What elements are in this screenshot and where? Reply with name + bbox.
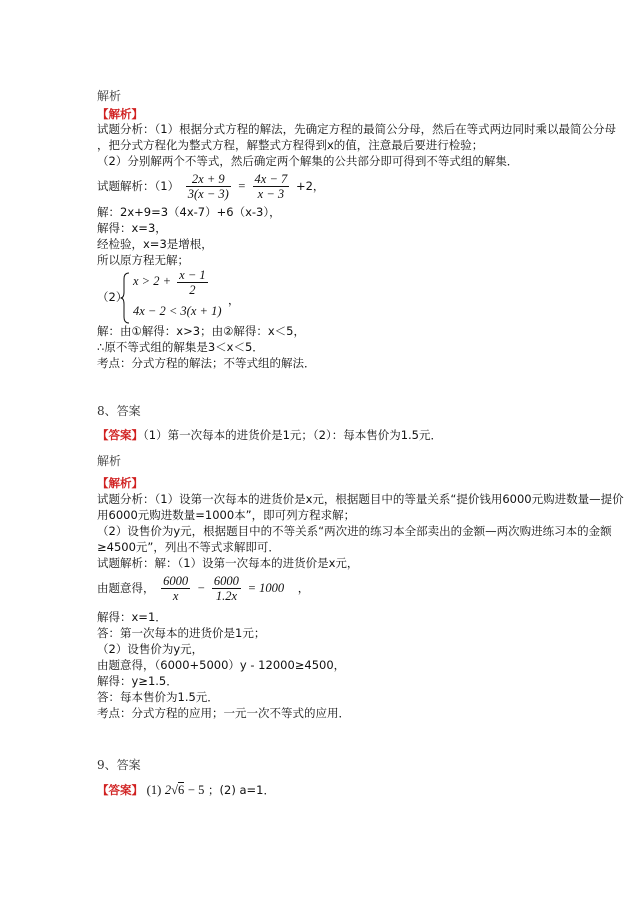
left-brace-icon xyxy=(120,272,130,324)
equation-line xyxy=(97,168,324,204)
fraction-numerator: 6000 xyxy=(163,574,189,588)
analysis-line: 试题分析：（1）根据分式方程的解法，先确定方程的最简公分母，然后在等式两边同时乘以最简公分母 xyxy=(97,122,617,136)
answer-line xyxy=(97,427,442,443)
solution-line: 解得：y≥1.5． xyxy=(97,674,178,688)
solution-line: 解：2x+9=3（4x-7）+6（x-3）， xyxy=(97,205,281,219)
solution-line: 答：第一次每本的进货价是1元； xyxy=(97,626,266,640)
analysis-line: ≥4500元”，列出不等式求解即可． xyxy=(97,540,280,554)
equation-prefix: 由题意得， xyxy=(97,581,155,595)
inequality-text: x > 2 + xyxy=(133,274,172,288)
solution-line: 解得：x=1． xyxy=(97,610,167,624)
analysis-line: 用6000元购进数量=1000本”，即可列方程求解； xyxy=(97,508,356,522)
section-heading-analysis: 解析 xyxy=(97,454,122,468)
fraction-numerator: x − 1 xyxy=(179,267,206,282)
equation-suffix: +2， xyxy=(295,179,325,193)
system-label: （2） xyxy=(97,290,128,304)
math-coefficient: 2 xyxy=(164,783,172,797)
solution-line: ∴原不等式组的解集是3＜x＜5． xyxy=(97,340,264,354)
fraction xyxy=(186,172,231,201)
fraction-denominator: 1.2x xyxy=(212,588,241,603)
analysis-line: 试题分析：（1）设第一次每本的进货价是x元，根据题目中的等量关系“提价钱用6000元购进数量—提价 xyxy=(97,492,624,506)
system-inequality-2: 4x − 2 < 3(x + 1) xyxy=(133,304,222,318)
analysis-line: （2）分别解两个不等式，然后确定两个解集的公共部分即可得到不等式组的解集． xyxy=(97,154,519,168)
answer-tag: 【答案】 xyxy=(97,428,143,442)
answer-line xyxy=(97,782,275,798)
solution-line: （2）设售价为y元， xyxy=(97,642,204,656)
fraction xyxy=(177,268,207,297)
answer-part-2: ；(2) a=1． xyxy=(208,783,275,797)
system-inequality-1 xyxy=(133,266,211,297)
equation-prefix: 试题解析：（1） xyxy=(97,179,180,193)
fraction-numerator: 6000 xyxy=(213,574,239,588)
fraction-denominator: 2 xyxy=(177,282,207,297)
fraction-numerator: 2x + 9 xyxy=(191,172,225,186)
fraction-numerator: 4x − 7 xyxy=(254,172,288,186)
minus-sign: − xyxy=(196,581,206,595)
fraction xyxy=(253,172,290,201)
equation-comma: ， xyxy=(297,581,310,595)
sqrt-icon: √ xyxy=(171,783,179,797)
fraction-denominator: x xyxy=(161,588,190,603)
knowledge-point: 考点：分式方程的解法；不等式组的解法． xyxy=(97,356,316,370)
solution-line: 答：每本售价为1.5元． xyxy=(97,690,219,704)
section-heading-9: 9、答案 xyxy=(97,758,141,772)
fraction-denominator: x − 3 xyxy=(253,186,290,201)
section-heading-analysis: 解析 xyxy=(97,89,122,103)
analysis-line: ，把分式方程化为整式方程，解整式方程得到x的值，注意最后要进行检验； xyxy=(97,138,484,152)
fraction-denominator: 3(x − 3) xyxy=(187,187,229,201)
answer-tag: 【答案】 xyxy=(97,783,143,797)
equation-rhs: = 1000 xyxy=(247,581,285,595)
solution-line: 所以原方程无解； xyxy=(97,253,189,267)
solution-line: 试题解析：解：（1）设第一次每本的进货价是x元， xyxy=(97,556,359,570)
analysis-line: （2）设售价为y元，根据题目中的不等关系“两次进的练习本全部卖出的金额—两次购进练习本的金额 xyxy=(97,524,612,538)
analysis-tag: 【解析】 xyxy=(97,476,143,490)
solution-line: 解：由①解得：x>3；由②解得：x＜5， xyxy=(97,324,305,338)
equals-sign: = xyxy=(237,179,246,193)
radicand: 6 xyxy=(178,783,185,797)
fraction xyxy=(161,574,190,603)
fraction xyxy=(212,574,241,603)
math-term: − 5 xyxy=(187,783,205,797)
system-comma: ， xyxy=(228,293,240,307)
knowledge-point: 考点：分式方程的应用；一元一次不等式的应用． xyxy=(97,706,350,720)
solution-line: 由题意得，（6000+5000）y - 12000≥4500， xyxy=(97,658,346,672)
equation-line xyxy=(97,570,309,606)
part-label: (1) xyxy=(146,783,162,797)
solution-line: 经检验，x=3是增根， xyxy=(97,237,213,251)
section-heading-8: 8、答案 xyxy=(97,404,141,418)
answer-text: （1）第一次每本的进货价是1元；（2）：每本售价为1.5元． xyxy=(143,428,442,442)
analysis-tag: 【解析】 xyxy=(97,107,143,121)
solution-line: 解得：x=3， xyxy=(97,221,167,235)
